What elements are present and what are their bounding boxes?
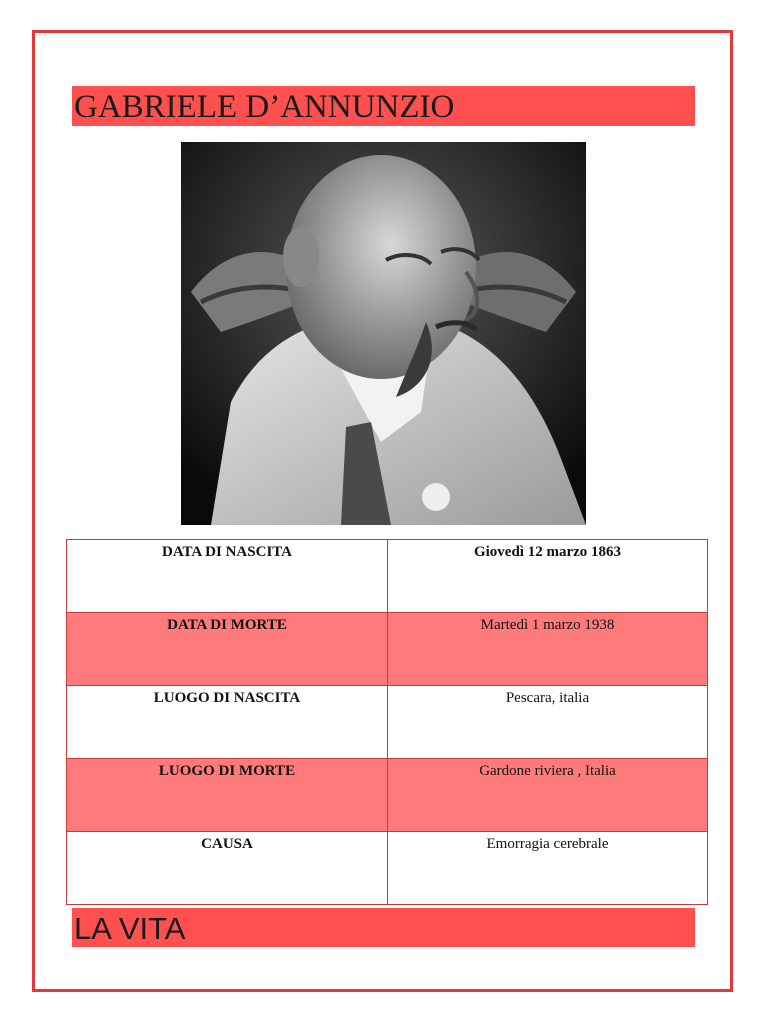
page-title: GABRIELE D’ANNUNZIO (72, 86, 695, 126)
table-row (67, 686, 708, 759)
biography-table (66, 539, 708, 905)
table-row (67, 540, 708, 613)
row-label: LUOGO DI MORTE (67, 759, 388, 832)
row-label: DATA DI NASCITA (67, 540, 388, 613)
row-value: Emorragia cerebrale (388, 832, 708, 905)
section-heading: LA VITA (72, 908, 695, 947)
table-row (67, 832, 708, 905)
row-label: LUOGO DI NASCITA (67, 686, 388, 759)
portrait-photo (181, 142, 586, 525)
row-value: Pescara, italia (388, 686, 708, 759)
table-row (67, 759, 708, 832)
row-value: Gardone riviera , Italia (388, 759, 708, 832)
table-row (67, 613, 708, 686)
row-label: CAUSA (67, 832, 388, 905)
row-value: Martedì 1 marzo 1938 (388, 613, 708, 686)
row-value: Giovedì 12 marzo 1863 (388, 540, 708, 613)
row-label: DATA DI MORTE (67, 613, 388, 686)
